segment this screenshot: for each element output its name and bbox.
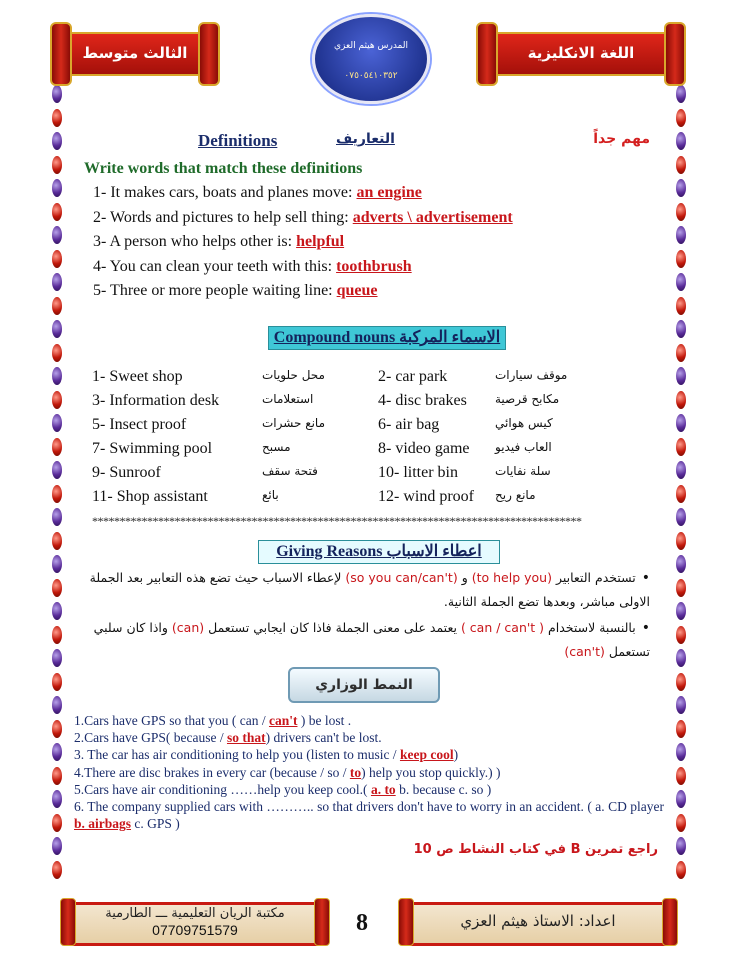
definition-item: 4- You can clean your teeth with this: toothbrush xyxy=(93,257,412,275)
border-bead xyxy=(676,696,686,714)
table-row: 7- Swimming pool مسبح 8- video game العاب فيديو xyxy=(92,440,552,457)
definitions-title-ar: التعاريف xyxy=(336,131,395,147)
border-bead xyxy=(676,508,686,526)
border-bead xyxy=(52,485,62,503)
logo-name: المدرس هيثم العزي xyxy=(334,41,408,51)
library-footer xyxy=(60,898,330,944)
table-row: 9- Sunroof فتحة سقف 10- litter bin سلة نفايات xyxy=(92,464,551,481)
author-footer xyxy=(398,898,678,944)
border-bead xyxy=(52,297,62,315)
border-bead xyxy=(676,344,686,362)
border-bead xyxy=(676,391,686,409)
subject-label: اللغة الانكليزية xyxy=(527,44,635,62)
border-bead xyxy=(676,485,686,503)
giving-reasons-title: Giving Reasons اعطاء الاسباب xyxy=(258,540,500,564)
border-bead xyxy=(52,132,62,150)
border-bead xyxy=(676,814,686,832)
border-bead xyxy=(52,649,62,667)
list-item: •تستخدم التعابير (to help you) و (so you can/can't) لإعطاء الاسباب حيث تضع هذه التعابير بعد الجملة الاولى مباشر، وبعدها تضع الجملة الثانية. xyxy=(89,570,650,609)
border-bead xyxy=(52,109,62,127)
border-bead xyxy=(676,649,686,667)
right-border xyxy=(676,85,686,885)
list-item: 6. The company supplied cars with ……….. so that drivers don't have to worry in an accident. ( a. CD player b. airbags c. GPS ) xyxy=(74,799,664,832)
list-item: 5.Cars have air conditioning ……help you keep cool.( a. to b. because c. so ) xyxy=(74,781,492,797)
border-bead xyxy=(676,790,686,808)
border-bead xyxy=(676,579,686,597)
definition-item: 1- It makes cars, boats and planes move: an engine xyxy=(93,184,422,201)
left-border xyxy=(52,85,62,885)
border-bead xyxy=(52,226,62,244)
author-name: اعداد: الاستاذ هيثم العزي xyxy=(460,912,616,930)
border-bead xyxy=(52,85,62,103)
border-bead xyxy=(676,626,686,644)
border-bead xyxy=(676,250,686,268)
border-bead xyxy=(52,344,62,362)
definitions-list xyxy=(93,184,653,307)
table-row: 1- Sweet shop محل حلويات 2- car park موقف سيارات xyxy=(92,368,568,385)
border-bead xyxy=(52,626,62,644)
border-bead xyxy=(676,109,686,127)
border-bead xyxy=(676,414,686,432)
border-bead xyxy=(52,532,62,550)
border-bead xyxy=(676,555,686,573)
compound-nouns-title: Compound nouns الاسماء المركبة xyxy=(268,326,506,350)
border-bead xyxy=(52,414,62,432)
border-bead xyxy=(676,320,686,338)
border-bead xyxy=(676,532,686,550)
border-bead xyxy=(676,673,686,691)
border-bead xyxy=(52,767,62,785)
list-item: •بالنسبة لاستخدام ( can / can't ) يعتمد على معنى الجملة فاذا كان ايجابي تستعمل (can) واذا كان سلبي تستعمل (can't) xyxy=(93,620,650,659)
border-bead xyxy=(52,743,62,761)
definition-item: 3- A person who helps other is: helpful xyxy=(93,233,345,250)
border-bead xyxy=(676,132,686,150)
list-item: 2.Cars have GPS( because / so that) drivers can't be lost. xyxy=(74,730,382,746)
border-bead xyxy=(52,156,62,174)
border-bead xyxy=(52,790,62,808)
definitions-heading xyxy=(88,131,650,153)
activity-book-reference: راجع تمرين B في كتاب النشاط ص 10 xyxy=(413,842,658,857)
teacher-logo xyxy=(312,14,430,104)
border-bead xyxy=(676,85,686,103)
definition-item: 5- Three or more people waiting line: queue xyxy=(93,282,378,299)
border-bead xyxy=(676,837,686,855)
grade-label: الثالث متوسط xyxy=(82,44,188,62)
border-bead xyxy=(52,203,62,221)
border-bead xyxy=(52,555,62,573)
subject-banner xyxy=(476,22,686,82)
border-bead xyxy=(676,743,686,761)
border-bead xyxy=(676,179,686,197)
library-name: مكتبة الريان التعليمية ـــ الطارمية xyxy=(105,906,285,921)
border-bead xyxy=(676,226,686,244)
reasons-notes xyxy=(70,566,650,666)
grade-banner xyxy=(50,22,220,82)
border-bead xyxy=(676,273,686,291)
logo-phone: ٠٧٥٠٥٤١٠٣٥٢ xyxy=(344,71,398,81)
border-bead xyxy=(52,320,62,338)
border-bead xyxy=(52,814,62,832)
library-phone: 07709751579 xyxy=(152,922,238,938)
border-bead xyxy=(676,367,686,385)
border-bead xyxy=(52,837,62,855)
border-bead xyxy=(676,720,686,738)
star-separator: ***************************************************************************************** xyxy=(92,514,582,528)
border-bead xyxy=(676,461,686,479)
border-bead xyxy=(52,579,62,597)
compound-nouns-table xyxy=(92,368,592,512)
border-bead xyxy=(52,461,62,479)
border-bead xyxy=(52,179,62,197)
border-bead xyxy=(52,438,62,456)
border-bead xyxy=(676,156,686,174)
border-bead xyxy=(676,767,686,785)
border-bead xyxy=(52,367,62,385)
definition-item: 2- Words and pictures to help sell thing: adverts \ advertisement xyxy=(93,208,513,226)
ministerial-pattern-label: النمط الوزاري xyxy=(288,667,440,703)
definitions-title: Definitions xyxy=(198,131,278,150)
border-bead xyxy=(676,203,686,221)
border-bead xyxy=(676,438,686,456)
border-bead xyxy=(52,273,62,291)
border-bead xyxy=(52,673,62,691)
list-item: 4.There are disc brakes in every car (because / so / to) help you stop quickly.) ) xyxy=(74,764,501,780)
list-item: 1.Cars have GPS so that you ( can / can't ) be lost . xyxy=(74,713,352,728)
border-bead xyxy=(52,861,62,879)
border-bead xyxy=(52,250,62,268)
table-row: 3- Information desk استعلامات 4- disc brakes مكابح قرصية xyxy=(92,392,560,409)
table-row: 11- Shop assistant بائع 12- wind proof مانع ريح xyxy=(92,488,536,505)
border-bead xyxy=(676,861,686,879)
border-bead xyxy=(52,508,62,526)
exercises-list xyxy=(74,712,664,832)
border-bead xyxy=(52,391,62,409)
important-note: مهم جداً xyxy=(593,131,650,147)
border-bead xyxy=(52,720,62,738)
table-row: 5- Insect proof مانع حشرات 6- air bag كيس هوائي xyxy=(92,416,553,433)
border-bead xyxy=(676,602,686,620)
list-item: 3. The car has air conditioning to help you (listen to music / keep cool) xyxy=(74,747,459,763)
page-number: 8 xyxy=(356,910,368,936)
border-bead xyxy=(676,297,686,315)
definitions-instruction: Write words that match these definitions xyxy=(84,160,363,177)
border-bead xyxy=(52,696,62,714)
border-bead xyxy=(52,602,62,620)
